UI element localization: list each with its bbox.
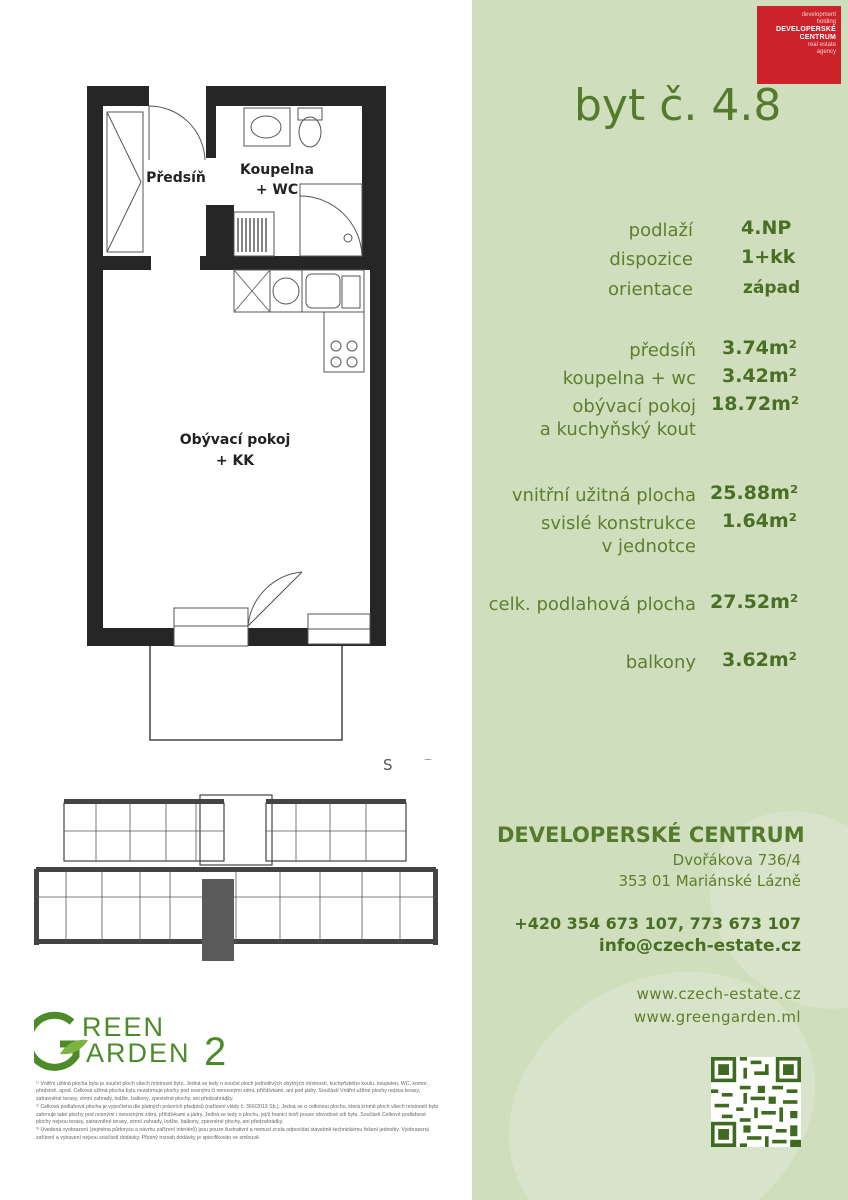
website-link[interactable]: www.greengarden.ml	[633, 1008, 801, 1026]
room-value: 3.42m²	[722, 365, 797, 387]
logo-line-4: CENTRUM	[799, 34, 836, 41]
plan-label-living-2: + KK	[215, 453, 255, 469]
area-label: balkony	[625, 652, 696, 673]
plan-label-bath-2: + WC	[255, 182, 299, 198]
area-label: vnitřní užitná plocha	[511, 485, 696, 506]
area-label: celk. podlahová plocha	[488, 594, 696, 615]
footnotes	[36, 1081, 442, 1143]
room-value: 18.72m²	[711, 393, 800, 415]
room-value: 3.74m²	[722, 337, 797, 359]
plan-label-hall: Předsíň	[146, 170, 206, 186]
company-name: DEVELOPERSKÉ CENTRUM	[497, 823, 805, 847]
detail-value: 1+kk	[741, 246, 796, 268]
footnote-3: ³⁾ Uvedená vyobrazení (zejména půdorysu a návrhu zařízení interiérů) jsou pouze ilustrativní a nemusí zcela odpovídat stavebně-technickému řešení jednotky. Vyobrazená zařízení a vybavení nejsou součástí dodávky. Přesný rozsah dodávky je specifikován ve smlouvě.	[36, 1127, 429, 1141]
logo-line-2: holding	[816, 19, 836, 25]
area-label-2: v jednotce	[601, 536, 696, 557]
area-value: 25.88m²	[710, 482, 799, 504]
company-city: 353 01 Mariánské Lázně	[618, 872, 801, 890]
detail-label: dispozice	[609, 249, 693, 270]
website-link[interactable]: www.czech-estate.cz	[636, 985, 801, 1003]
room-label: obývací pokoj	[572, 396, 696, 417]
detail-value: západ	[743, 278, 801, 298]
footnote-2: ²⁾ Celková podlahová plocha je vypočtena dle platných právních předpisů (nařízení vlády č. 366/2013 Sb.). Jedná se o celkovou plochu, která kromě ploch všech místností bytu zahrnuje také plochy pod nosnými i nenosnými zdmi, příčdívkami a jádry. Jedná se tedy o plochu, jejíž hranici tvoří pouze obvodové zdi bytu. Součástí Celkové podlahové plochy nejsou terasy, zatravněné terasy, zimní zahrady, lodžie, balkony, zpevněné plochy, ani předzahrádky.	[36, 1104, 439, 1126]
brand-line-2: ARDEN	[86, 1038, 191, 1068]
room-label: koupelna + wc	[562, 368, 696, 389]
company-email[interactable]: info@czech-estate.cz	[598, 936, 801, 956]
detail-label: orientace	[608, 279, 693, 300]
brand-number: 2	[204, 1030, 227, 1074]
qr-code	[711, 1057, 801, 1147]
developerske-centrum-logo	[757, 6, 841, 84]
plan-label-bath-1: Koupelna	[240, 162, 314, 178]
brand-line-1: REEN	[82, 1012, 166, 1042]
area-value: 3.62m²	[722, 649, 797, 671]
logo-line-6: agency	[816, 49, 836, 55]
area-value: 27.52m²	[710, 591, 799, 613]
building-plan	[30, 785, 445, 965]
plan-label-living-1: Obývací pokoj	[179, 432, 291, 448]
detail-value: 4.NP	[741, 217, 792, 239]
green-garden-logo	[34, 1010, 244, 1080]
room-label-2: a kuchyňský kout	[539, 419, 696, 440]
room-label: předsíň	[629, 340, 696, 361]
detail-label: podlaží	[628, 220, 693, 241]
logo-line-1: development	[801, 12, 836, 18]
logo-line-3: DEVELOPERSKÉ	[776, 26, 836, 33]
apartment-title: byt č. 4.8	[574, 80, 782, 131]
company-phone: +420 354 673 107, 773 673 107	[514, 914, 801, 933]
area-value: 1.64m²	[722, 510, 797, 532]
area-label: svislé konstrukce	[540, 513, 696, 534]
company-street: Dvořákova 736/4	[672, 851, 801, 869]
north-label: S	[383, 756, 393, 774]
footnote-1: ¹⁾ Vnitřní užitná plocha bytu je součet ploch všech místností bytu. Jedná se tedy o součet ploch jednotlivých obytných místností, kuchyňského koutu, koupelen, WC, komor, předsíně, apod. Celková užitná plocha bytu nezahrnuje plochy pod nosnými či nenosnými zdmi, příčdívkami, ani pod jádry. Součástí Vnitřní užitné plochy nejsou terasy, zatravněné terasy, zimní zahrady, lodžie, balkony, zpevněné plochy, ani předzahrádky.	[36, 1081, 428, 1102]
floor-plan	[0, 0, 472, 760]
logo-line-5: real estate	[807, 42, 836, 48]
